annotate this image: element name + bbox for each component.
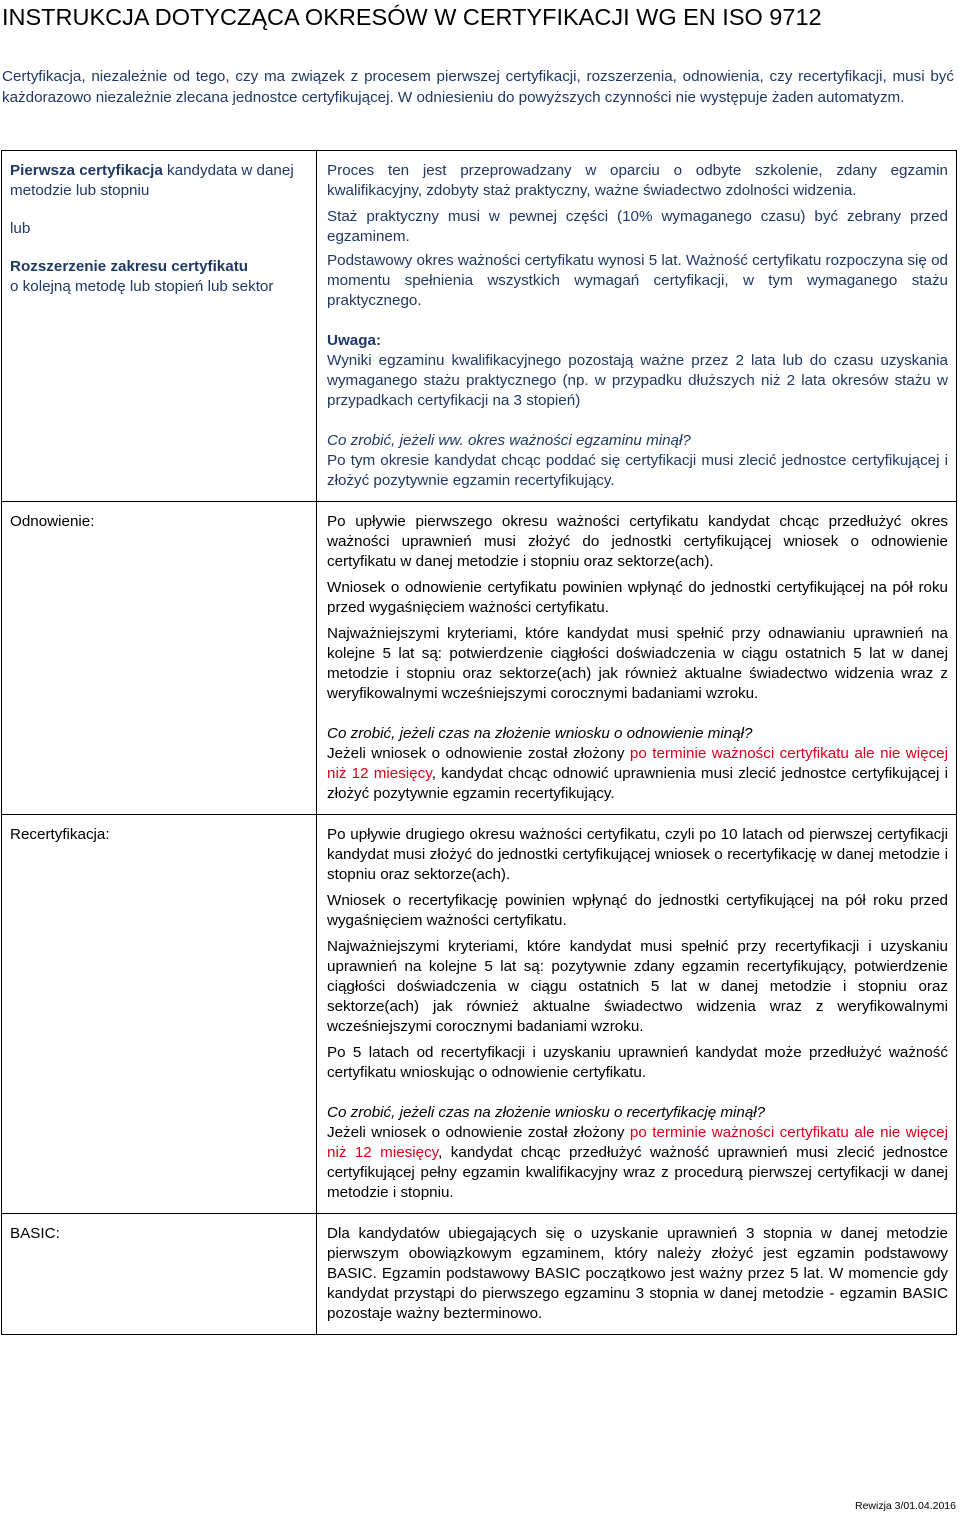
renewal-answer-highlight: po terminie ważności certyfikatu ale nie więcej niż 12 miesięcy bbox=[327, 745, 948, 782]
label-cell-basic bbox=[2, 1214, 317, 1335]
basic-p1: Dla kandydatów ubiegających się o uzyskanie uprawnień 3 stopnia w danej metodzie pierwszym obowiązkowym egzaminem, który należy złożyć jest egzamin podstawowy BASIC. Egzamin podstawowy BASIC początkowo jest ważny przez 5 lat. W momencie gdy kandydat przystąpi do pierwszego egzaminu 3 stopnia w danej metodzie - egzamin BASIC pozostaje ważny bezterminowo. bbox=[327, 1225, 948, 1322]
recert-question: Co zrobić, jeżeli czas na złożenie wniosku o recertyfikację minął? bbox=[327, 1104, 766, 1121]
content-cell-basic bbox=[317, 1214, 957, 1335]
renewal-p2: Wniosek o odnowienie certyfikatu powinien wpłynąć do jednostki certyfikującej na pół roku przed wygaśnięciem ważności certyfikatu. bbox=[327, 579, 948, 616]
page-title: INSTRUKCJA DOTYCZĄCA OKRESÓW W CERTYFIKACJI WG EN ISO 9712 bbox=[2, 4, 822, 30]
renewal-answer bbox=[327, 744, 948, 804]
first-question: Co zrobić, jeżeli ww. okres ważności egzaminu minął? bbox=[327, 432, 691, 449]
label-basic: BASIC: bbox=[10, 1225, 60, 1242]
content-cell-recert bbox=[317, 815, 957, 1214]
content-cell-first bbox=[317, 151, 957, 502]
recert-p1: Po upływie drugiego okresu ważności certyfikatu, czyli po 10 latach od pierwszej certyfikacji kandydat musi złożyć do jednostki certyfikującej wniosek o recertyfikację w danej metodzie i stopniu oraz sektorze(ach). bbox=[327, 826, 948, 883]
row-renewal bbox=[2, 502, 957, 815]
label-first-bold: Pierwsza certyfikacja bbox=[10, 162, 163, 179]
intro-paragraph: Certyfikacja, niezależnie od tego, czy ma związek z procesem pierwszej certyfikacji, rozszerzenia, odnowienia, czy recertyfikacji, musi być każdorazowo niezależnie zlecana jednostce certyfikującej. W odniesieniu do powyższych czynności nie występuje żaden automatyzm. bbox=[2, 68, 954, 106]
label-extension-rest: o kolejną metodę lub stopień lub sektor bbox=[10, 278, 274, 295]
recert-p2: Wniosek o recertyfikację powinien wpłynąć do jednostki certyfikującej na pół roku przed wygaśnięciem ważności certyfikatu. bbox=[327, 892, 948, 929]
label-renewal: Odnowienie: bbox=[10, 513, 95, 530]
first-note-label: Uwaga: bbox=[327, 332, 382, 349]
renewal-answer-pre: Jeżeli wniosek o odnowienie został złożony bbox=[327, 745, 630, 762]
recert-answer-highlight: po terminie ważności certyfikatu ale nie więcej niż 12 miesięcy bbox=[327, 1124, 948, 1161]
label-recertification: Recertyfikacja: bbox=[10, 826, 110, 843]
row-first-certification bbox=[2, 151, 957, 502]
recert-answer-pre: Jeżeli wniosek o odnowienie został złożony bbox=[327, 1124, 630, 1141]
label-or: lub bbox=[10, 220, 31, 237]
recert-answer-post: , kandydat chcąc przedłużyć ważność uprawnień musi zlecić jednostce certyfikującej pełny egzamin kwalifikacyjny wraz z procedurą pierwszej certyfikacji w danej metodzie i stopniu. bbox=[327, 1144, 948, 1201]
label-cell-recert bbox=[2, 815, 317, 1214]
renewal-question: Co zrobić, jeżeli czas na złożenie wniosku o odnowienie minął? bbox=[327, 725, 753, 742]
first-p2: Staż praktyczny musi w pewnej części (10% wymaganego czasu) być zebrany przed egzaminem. bbox=[327, 208, 948, 245]
first-question-answer: Po tym okresie kandydat chcąc poddać się certyfikacji musi zlecić jednostce certyfikującej i złożyć pozytywnie egzamin recertyfikujący. bbox=[327, 452, 948, 489]
recert-answer bbox=[327, 1123, 948, 1203]
first-note-text: Wyniki egzaminu kwalifikacyjnego pozostają ważne przez 2 lata lub do czasu uzyskania wymaganego stażu praktycznego (np. w przypadku dłuższych niż 2 lata okresów stażu w przypadkach certyfikacji na 3 stopień) bbox=[327, 352, 948, 409]
revision-footer: Rewizja 3/01.04.2016 bbox=[855, 1500, 956, 1512]
label-cell-renewal bbox=[2, 502, 317, 815]
recert-p3: Najważniejszymi kryteriami, które kandydat musi spełnić przy recertyfikacji i uzyskaniu uprawnień na kolejne 5 lat są: pozytywnie zdany egzamin recertyfikujący, potwierdzenie ciągłości doświadczenia w ciągu ostatnich 5 lat w danej metodzie i stopniu oraz sektorze(ach) jak również aktualne świadectwo widzenia wraz z weryfikowalnymi wcześniejszymi corocznymi badaniami wzroku. bbox=[327, 938, 948, 1035]
renewal-p3: Najważniejszymi kryteriami, które kandydat musi spełnić przy odnawianiu uprawnień na kolejne 5 lat są: potwierdzenie ciągłości doświadczenia w ciągu ostatnich 5 lat w danej metodzie i stopniu oraz sektorze(ach) jak również aktualne świadectwo widzenia wraz z weryfikowalnymi wcześniejszymi corocznymi badaniami wzroku. bbox=[327, 625, 948, 702]
recert-p4: Po 5 latach od recertyfikacji i uzyskaniu uprawnień kandydat może przedłużyć ważność certyfikatu wnioskując o odnowienie certyfikatu. bbox=[327, 1044, 948, 1081]
label-first-certification bbox=[10, 161, 308, 201]
certification-periods-table bbox=[1, 150, 957, 1335]
renewal-answer-post: , kandydat chcąc odnowić uprawnienia musi zlecić jednostce certyfikującej i złożyć pozytywnie egzamin recertyfikujący. bbox=[327, 765, 948, 802]
label-extension: Rozszerzenie zakresu certyfikatu bbox=[10, 258, 249, 275]
first-p3: Podstawowy okres ważności certyfikatu wynosi 5 lat. Ważność certyfikatu rozpoczyna się od momentu spełnienia wszystkich wymagań certyfikacji, w tym wymaganego stażu praktycznego. bbox=[327, 252, 948, 309]
row-basic bbox=[2, 1214, 957, 1335]
label-first-rest: kandydata w danej metodzie lub stopniu bbox=[10, 162, 294, 199]
row-recertification bbox=[2, 815, 957, 1214]
renewal-p1: Po upływie pierwszego okresu ważności certyfikatu kandydat chcąc przedłużyć okres ważności uprawnień musi złożyć do jednostki certyfikującej wniosek o odnowienie certyfikatu w danej metodzie i stopniu oraz sektorze(ach). bbox=[327, 513, 948, 570]
content-cell-renewal bbox=[317, 502, 957, 815]
first-p1: Proces ten jest przeprowadzany w oparciu o odbyte szkolenie, zdany egzamin kwalifikacyjny, zdobyty staż praktyczny, ważne świadectwo zdolności widzenia. bbox=[327, 162, 948, 199]
label-cell-first bbox=[2, 151, 317, 502]
